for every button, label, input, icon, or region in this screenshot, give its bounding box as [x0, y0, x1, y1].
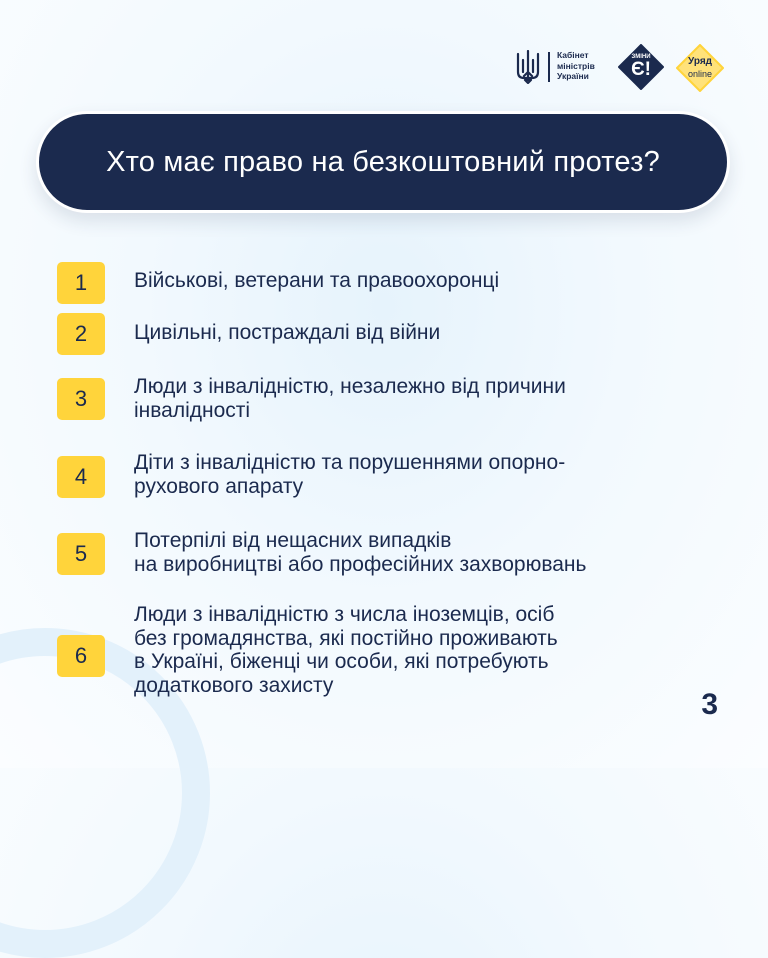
item-number-badge: 6 [57, 635, 105, 677]
item-line: Цивільні, постраждалі від війни [134, 321, 441, 344]
uryad-online-logo [676, 44, 724, 92]
logo-separator [548, 52, 550, 82]
item-line: Потерпілі від нещасних випадків [134, 529, 452, 552]
gov-line-1: Кабінет [557, 50, 589, 60]
trident-icon [515, 50, 541, 84]
page-number: 3 [701, 688, 718, 721]
item-line: в Україні, біженці чи особи, які потребують [134, 650, 549, 673]
header-logos [515, 40, 735, 98]
item-text [134, 269, 734, 293]
item-text [134, 529, 734, 576]
item-text [134, 375, 734, 422]
page-title: Хто має право на безкоштовний протез? [106, 145, 660, 178]
item-number-badge: 5 [57, 533, 105, 575]
uryad-line-1: Уряд [688, 56, 712, 67]
gov-line-2: міністрів [557, 60, 595, 71]
item-line: на виробництві або професійних захворювань [134, 552, 587, 576]
title-banner [36, 111, 730, 213]
gov-line-3: України [557, 71, 589, 81]
item-number-badge: 3 [57, 378, 105, 420]
item-line: без громадянства, які постійно проживають [134, 626, 558, 650]
item-number-badge: 2 [57, 313, 105, 355]
uryad-line-2: online [687, 69, 713, 79]
item-line: Люди з інвалідністю, незалежно від причини [134, 375, 566, 398]
zminy-logo [618, 44, 664, 90]
item-text [134, 451, 734, 498]
item-line: рухового апарату [134, 474, 304, 498]
zminy-top-text: ЗМІНИ [631, 54, 651, 60]
item-line: Військові, ветерани та правоохоронці [134, 269, 500, 292]
item-number-badge: 1 [57, 262, 105, 304]
item-text [134, 603, 734, 697]
item-text [134, 321, 734, 345]
item-number-badge: 4 [57, 456, 105, 498]
zminy-main-text: Є! [631, 59, 651, 80]
item-line: додаткового захисту [134, 673, 334, 697]
uryad-logo-shape [676, 44, 724, 92]
item-line: Діти з інвалідністю та порушеннями опорно- [134, 451, 566, 474]
item-line: інвалідності [134, 398, 251, 422]
item-line: Люди з інвалідністю з числа іноземців, осіб [134, 603, 555, 626]
